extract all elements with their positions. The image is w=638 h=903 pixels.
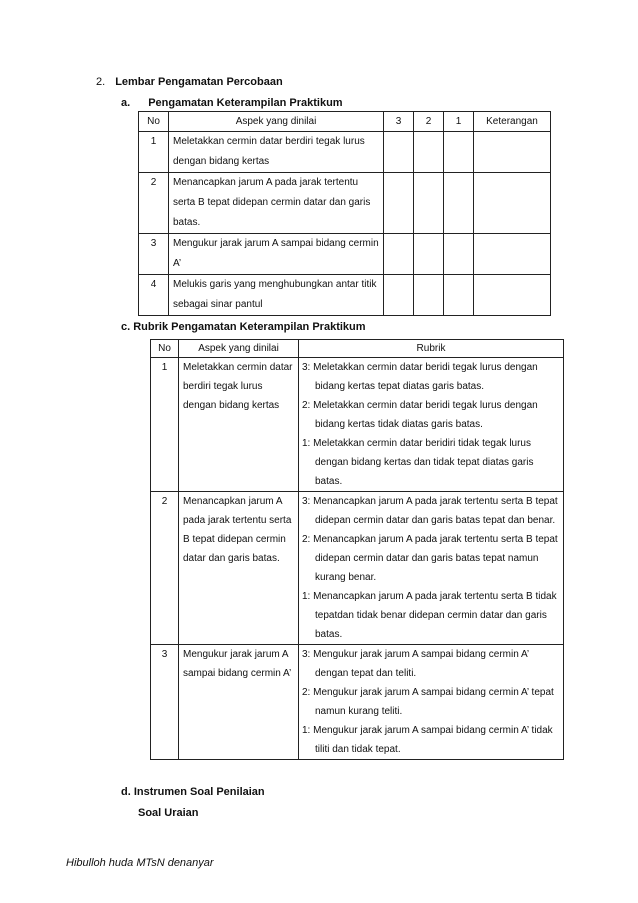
header-aspek: Aspek yang dinilai	[179, 340, 299, 358]
table-header-row	[151, 340, 564, 358]
rubric-cell	[299, 358, 564, 492]
score-cell[interactable]	[414, 173, 444, 234]
section-a-title: Pengamatan Keterampilan Praktikum	[148, 97, 343, 109]
row-no: 3	[139, 234, 169, 275]
table-row	[139, 173, 551, 234]
row-no: 2	[151, 492, 179, 645]
row-aspek: Meletakkan cermin datar berdiri tegak lurus dengan bidang kertas	[169, 132, 384, 173]
rubric-item: 2: Menancapkan jarum A pada jarak tertentu serta B tepat didepan cermin datar dan garis batas tepat namun kurang benar.	[302, 534, 558, 583]
row-no: 3	[151, 645, 179, 760]
header-score-3: 3	[384, 112, 414, 132]
score-cell[interactable]	[414, 234, 444, 275]
score-cell[interactable]	[444, 234, 474, 275]
rubric-cell	[299, 645, 564, 760]
score-cell[interactable]	[384, 275, 414, 316]
rubric-table	[150, 339, 564, 760]
rubric-item: 1: Meletakkan cermin datar beridiri tidak tegak lurus dengan bidang kertas dan tidak tepat diatas garis batas.	[302, 438, 534, 487]
section-d-heading: d. Instrumen Soal Penilaian	[121, 786, 265, 798]
row-aspek: Menancapkan jarum A pada jarak tertentu serta B tepat didepan cermin datar dan garis batas.	[179, 492, 299, 645]
header-no: No	[139, 112, 169, 132]
table-row	[139, 275, 551, 316]
table-row	[139, 234, 551, 275]
table-row	[151, 358, 564, 492]
table-row	[139, 132, 551, 173]
header-no: No	[151, 340, 179, 358]
header-aspek: Aspek yang dinilai	[169, 112, 384, 132]
section-d-subtitle: Soal Uraian	[138, 807, 199, 819]
table-row	[151, 492, 564, 645]
header-keterangan: Keterangan	[474, 112, 551, 132]
section-c-heading: c. Rubrik Pengamatan Keterampilan Praktikum	[121, 321, 366, 333]
table-row	[151, 645, 564, 760]
score-cell[interactable]	[384, 234, 414, 275]
score-cell[interactable]	[444, 173, 474, 234]
rubric-item: 3: Mengukur jarak jarum A sampai bidang cermin A’ dengan tepat dan teliti.	[302, 649, 529, 679]
row-aspek: Mengukur jarak jarum A sampai bidang cermin A’	[169, 234, 384, 275]
header-rubrik: Rubrik	[299, 340, 564, 358]
section-2-title: Lembar Pengamatan Percobaan	[115, 76, 283, 88]
rubric-item: 1: Mengukur jarak jarum A sampai bidang cermin A’ tidak tiliti dan tidak tepat.	[302, 725, 553, 755]
row-no: 2	[139, 173, 169, 234]
rubric-item: 1: Menancapkan jarum A pada jarak tertentu serta B tidak tepatdan tidak benar didepan cermin datar dan garis batas.	[302, 591, 557, 640]
row-aspek: Meletakkan cermin datar berdiri tegak lurus dengan bidang kertas	[179, 358, 299, 492]
rubric-item: 3: Meletakkan cermin datar beridi tegak lurus dengan bidang kertas tepat diatas garis batas.	[302, 362, 538, 392]
row-no: 4	[139, 275, 169, 316]
row-aspek: Mengukur jarak jarum A sampai bidang cermin A’	[179, 645, 299, 760]
score-cell[interactable]	[444, 132, 474, 173]
section-a-heading	[121, 97, 343, 109]
score-cell[interactable]	[384, 173, 414, 234]
header-score-1: 1	[444, 112, 474, 132]
keterangan-cell[interactable]	[474, 173, 551, 234]
rubric-cell	[299, 492, 564, 645]
section-2-heading	[96, 76, 283, 88]
rubric-item: 3: Menancapkan jarum A pada jarak tertentu serta B tepat didepan cermin datar dan garis batas tepat dan benar.	[302, 496, 558, 526]
score-cell[interactable]	[384, 132, 414, 173]
score-cell[interactable]	[444, 275, 474, 316]
row-aspek: Menancapkan jarum A pada jarak tertentu serta B tepat didepan cermin datar dan garis batas.	[169, 173, 384, 234]
score-cell[interactable]	[414, 132, 444, 173]
keterangan-cell[interactable]	[474, 132, 551, 173]
row-aspek: Melukis garis yang menghubungkan antar titik sebagai sinar pantul	[169, 275, 384, 316]
table-header-row	[139, 112, 551, 132]
header-score-2: 2	[414, 112, 444, 132]
rubric-item: 2: Meletakkan cermin datar beridi tegak lurus dengan bidang kertas tidak diatas garis batas.	[302, 400, 538, 430]
observation-table	[138, 111, 551, 316]
keterangan-cell[interactable]	[474, 275, 551, 316]
keterangan-cell[interactable]	[474, 234, 551, 275]
section-2-number: 2.	[96, 76, 106, 88]
page-footer: Hibulloh huda MTsN denanyar	[66, 857, 214, 869]
row-no: 1	[151, 358, 179, 492]
section-a-letter: a.	[121, 97, 131, 109]
score-cell[interactable]	[414, 275, 444, 316]
rubric-item: 2: Mengukur jarak jarum A sampai bidang cermin A’ tepat namun kurang teliti.	[302, 687, 554, 717]
row-no: 1	[139, 132, 169, 173]
